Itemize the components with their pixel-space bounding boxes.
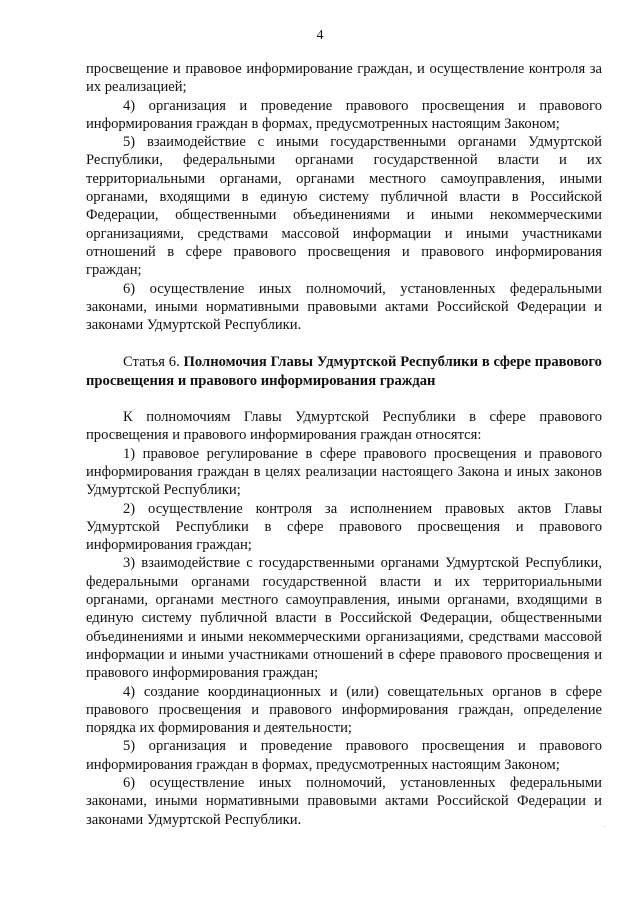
article-item-4: 4) создание координационных и (или) совещательных органов в сфере правового просвещения и правового информирования граждан, определение порядка их формирования и деятельности; [86,683,602,737]
article-item-3: 3) взаимодействие с государственными органами Удмуртской Республики, федеральными органами государственной власти и их территориальными органами, органами местного самоуправления, иными органами, входящими в единую систему публичной власти в Российской Федерации, общественными объединениями и иными некоммерческими организациями, средствами массовой информации и иными участниками отношений в сфере правового просвещения и правового информирования граждан; [86,555,602,682]
document-body [86,60,602,829]
margin-dot [604,826,605,827]
article-heading [86,353,602,390]
article-item-2: 2) осуществление контроля за исполнением правовых актов Главы Удмуртской Республики в сфере правового просвещения и правового информирования граждан; [86,500,602,554]
article-item-1: 1) правовое регулирование в сфере правового просвещения и правового информирования граждан в целях реализации настоящего Закона и иных законов Удмуртской Республики; [86,445,602,499]
article-intro: К полномочиям Главы Удмуртской Республики в сфере правового просвещения и правового информирования граждан относятся: [86,409,602,444]
list-item-5: 5) взаимодействие с иными государственными органами Удмуртской Республики, федеральными органами государственной власти и их территориальными органами, органами местного самоуправления, иными органами, входящими в единую систему публичной власти в Российской Федерации, общественными объединениями и иными некоммерческими организациями, средствами массовой информации и иными участниками отношений в сфере правового просвещения и правового информирования граждан; [86,134,602,279]
list-item-6: 6) осуществление иных полномочий, установленных федеральными законами, иными нормативными правовыми актами Российской Федерации и законами Удмуртской Республики. [86,280,602,334]
article-item-5: 5) организация и проведение правового просвещения и правового информирования граждан в формах, предусмотренных настоящим Законом; [86,738,602,773]
article-title: Полномочия Главы Удмуртской Республики в сфере правового просвещения и правового информирования граждан [86,354,602,389]
paragraph-continuation: просвещение и правовое информирование граждан, и осуществление контроля за их реализацией; [86,61,602,96]
page-number: 4 [316,28,324,43]
article-item-6: 6) осуществление иных полномочий, установленных федеральными законами, иными нормативными правовыми актами Российской Федерации и законами Удмуртской Республики. [86,774,602,828]
article-label: Статья 6. [123,354,180,371]
list-item-4: 4) организация и проведение правового просвещения и правового информирования граждан в формах, предусмотренных настоящим Законом; [86,97,602,132]
